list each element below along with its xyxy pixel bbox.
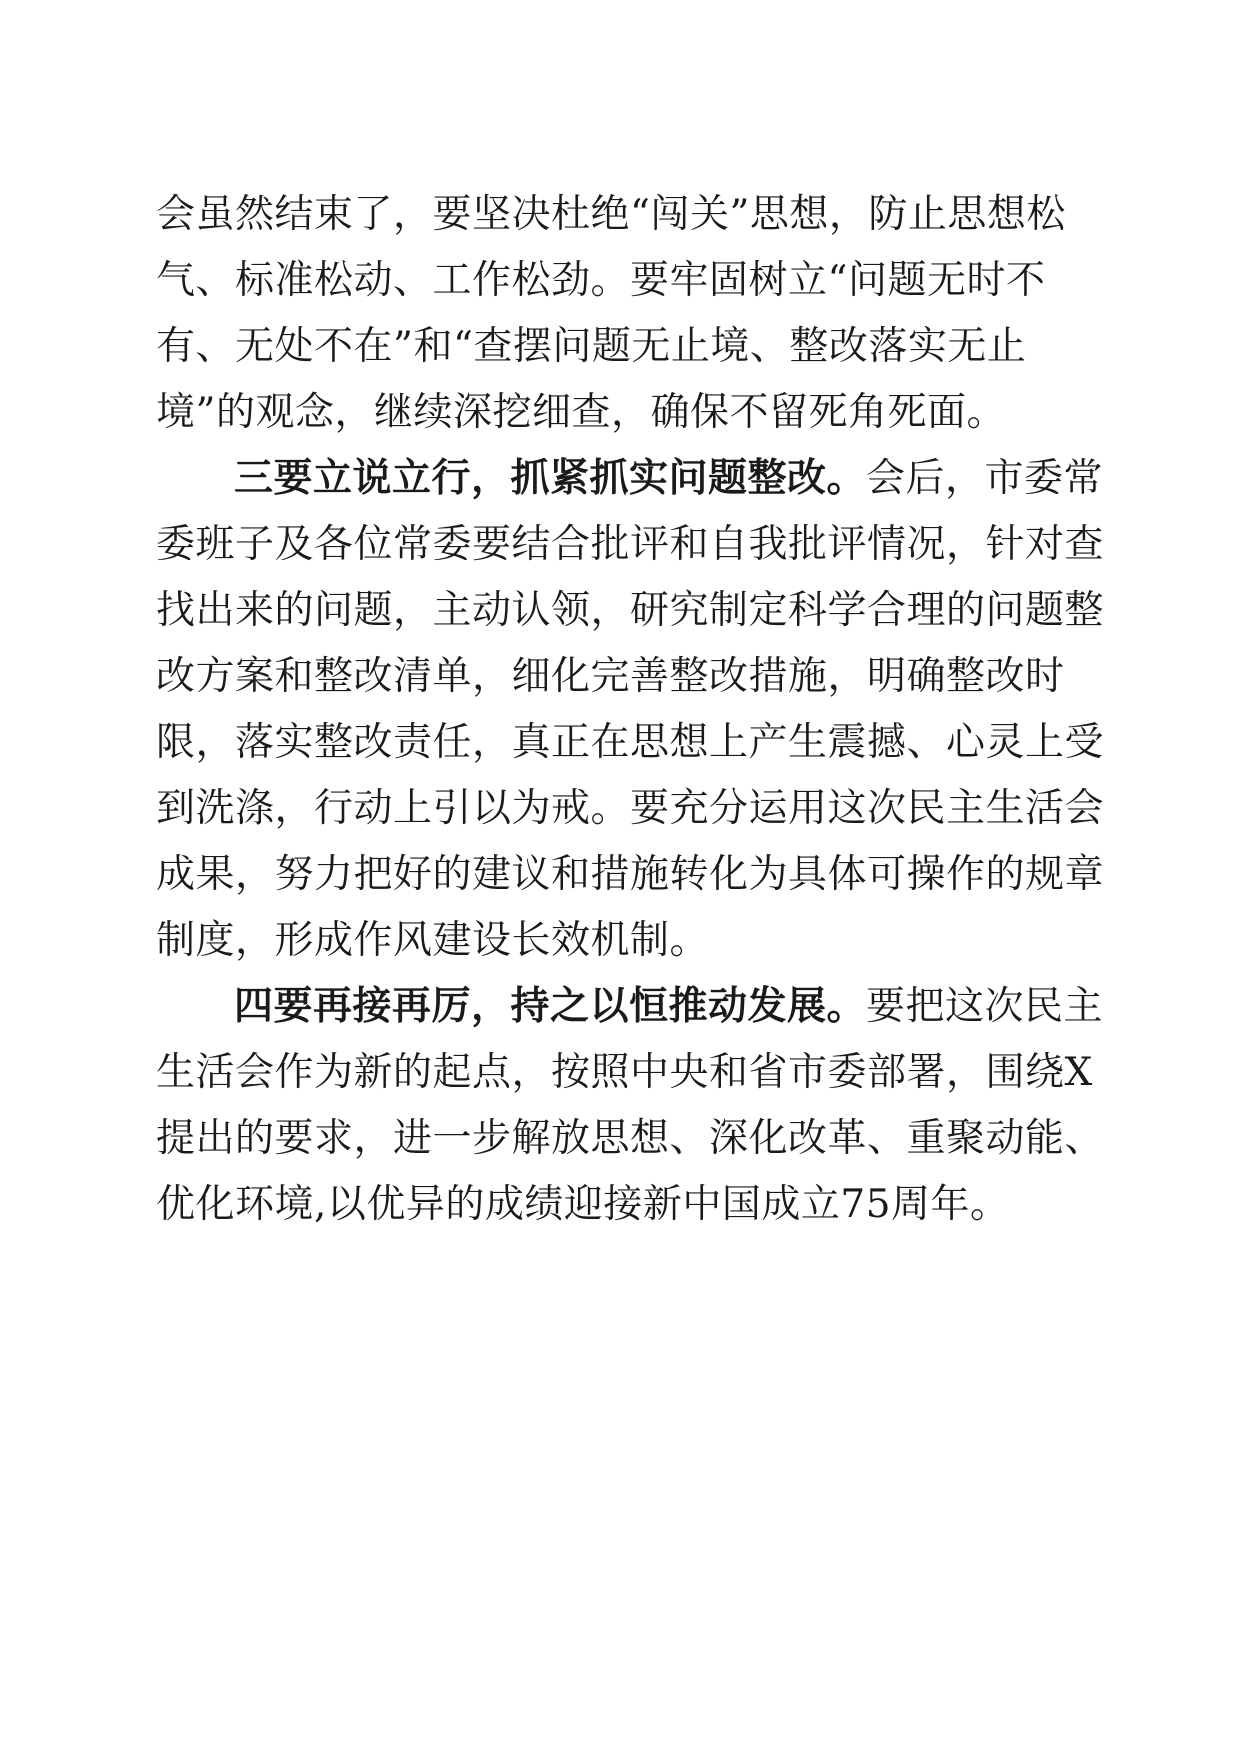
text-line: 制度，形成作风建设长效机制。 [156,918,710,963]
paragraph-lead-heading: 三要立说立行，抓紧抓实问题整改。 [234,456,867,501]
paragraph-third-requirement [156,446,1105,974]
text-line [156,446,1104,512]
text-line: 提出的要求，进一步解放思想、深化改革、重聚动能、 [156,1116,1105,1161]
document-body [156,182,1105,1238]
text-line: 到洗涤，行动上引以为戒。要充分运用这次民主生活会 [156,786,1105,831]
text-line: 生活会作为新的起点，按照中央和省市委部署，围绕X [156,1050,1093,1095]
paragraph-continuation [156,182,1080,446]
text-line: 找出来的问题，主动认领，研究制定科学合理的问题整 [156,588,1105,633]
text-line [156,974,1104,1040]
text-line: 气、标准松动、工作松劲。要牢固树立“问题无时不 [156,258,1046,303]
text-line: 改方案和整改清单，细化完善整改措施，明确整改时 [156,654,1065,699]
text-line: 有、无处不在”和“查摆问题无止境、整改落实无止 [156,324,1027,369]
text-fragment: 会后，市委常 [866,456,1104,501]
text-line: 会虽然结束了，要坚决杜绝“闯关”思想，防止思想松 [156,192,1066,237]
text-line: 成果，努力把好的建议和措施转化为具体可操作的规章 [156,852,1105,897]
paragraph-fourth-requirement [156,974,1105,1238]
paragraph-lead-heading: 四要再接再厉，持之以恒推动发展。 [234,984,867,1029]
text-line: 优化环境,以优异的成绩迎接新中国成立75周年。 [156,1182,1010,1227]
text-line: 境”的观念，继续深挖细查，确保不留死角死面。 [156,390,1006,435]
text-line: 限，落实整改责任，真正在思想上产生震撼、心灵上受 [156,720,1105,765]
text-fragment: 要把这次民主 [866,984,1104,1029]
text-line: 委班子及各位常委要结合批评和自我批评情况，针对查 [156,522,1105,567]
